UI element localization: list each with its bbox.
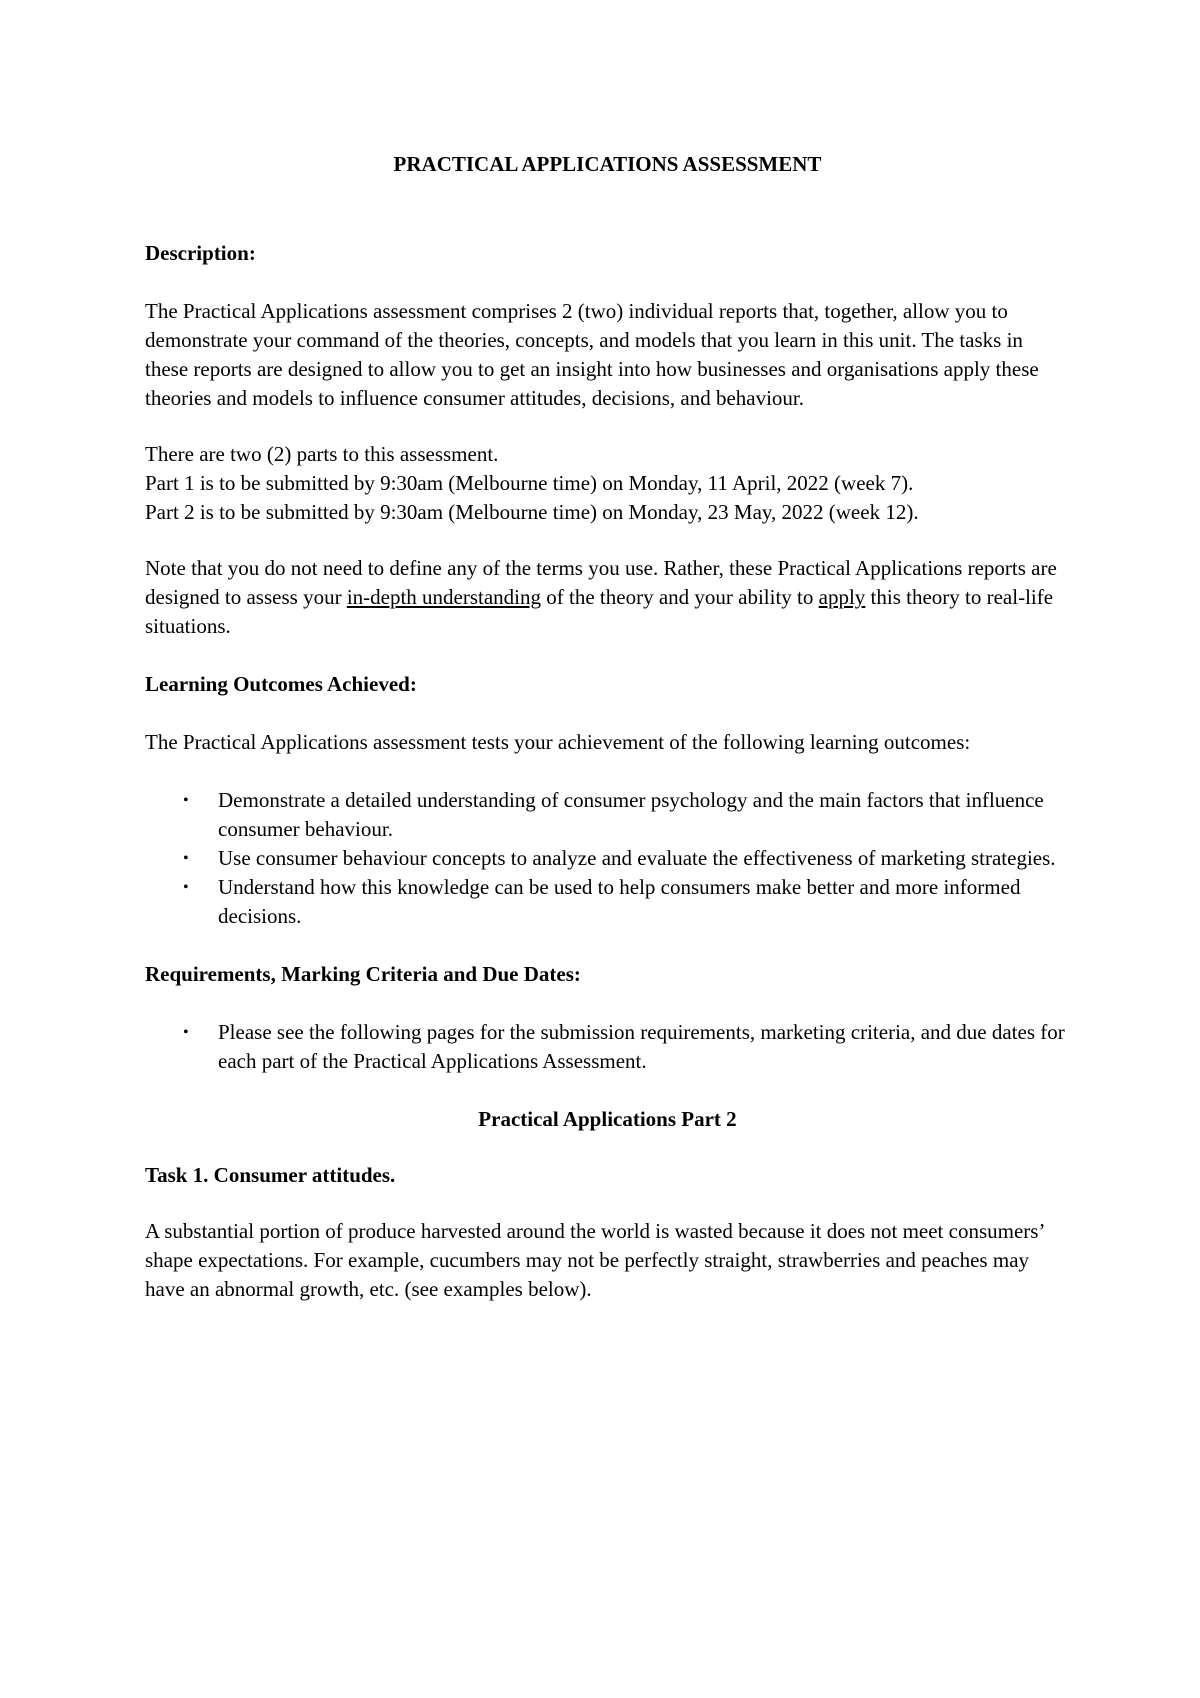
note-underline-understanding: in-depth understanding: [346, 585, 542, 609]
outcomes-heading: Learning Outcomes Achieved:: [145, 672, 417, 696]
list-item-text: Please see the following pages for the submission requirements, marketing criteria, and due dates for each part of the Practical Applications Assessment.: [218, 1020, 1065, 1073]
document-body: [145, 150, 1070, 1304]
bullet-icon: •: [183, 879, 189, 896]
requirements-heading: Requirements, Marking Criteria and Due Dates:: [145, 962, 581, 986]
list-item: [145, 844, 1070, 873]
part2-heading: Practical Applications Part 2: [478, 1107, 737, 1131]
parts-intro: There are two (2) parts to this assessment.: [145, 442, 499, 466]
part2-due: Part 2 is to be submitted by 9:30am (Melbourne time) on Monday, 23 May, 2022 (week 12).: [145, 500, 919, 524]
note-paragraph: [145, 554, 1070, 641]
requirements-list: [145, 1018, 1070, 1076]
task1-paragraph: A substantial portion of produce harvested around the world is wasted because it does not meet consumers’ shape expectations. For example, cucumbers may not be perfectly straight, strawberries and peaches may have an abnormal growth, etc. (see examples below).: [145, 1219, 1044, 1301]
outcomes-list: [145, 786, 1070, 931]
description-heading: Description:: [145, 241, 256, 265]
list-item-text: Use consumer behaviour concepts to analyze and evaluate the effectiveness of marketing strategies.: [218, 846, 1056, 870]
list-item-text: Understand how this knowledge can be used to help consumers make better and more informed decisions.: [218, 875, 1021, 928]
note-text-b: of the theory and your ability to: [541, 585, 819, 609]
list-item: [145, 786, 1070, 844]
description-paragraph: The Practical Applications assessment comprises 2 (two) individual reports that, together, allow you to demonstrate your command of the theories, concepts, and models that you learn in this unit. The tasks in these reports are designed to allow you to get an insight into how businesses and organisations apply these theories and models to influence consumer attitudes, decisions, and behaviour.: [145, 299, 1039, 410]
outcomes-intro: The Practical Applications assessment tests your achievement of the following learning outcomes:: [145, 730, 971, 754]
list-item: [145, 873, 1070, 931]
task1-heading: Task 1. Consumer attitudes.: [145, 1163, 396, 1187]
list-item-text: Demonstrate a detailed understanding of consumer psychology and the main factors that influence consumer behaviour.: [218, 788, 1044, 841]
document-title: PRACTICAL APPLICATIONS ASSESSMENT: [393, 152, 822, 176]
part1-due: Part 1 is to be submitted by 9:30am (Melbourne time) on Monday, 11 April, 2022 (week 7).: [145, 471, 914, 495]
note-underline-apply: apply: [818, 585, 866, 609]
note-text-a: Note that you do not need to define any of the terms you use. Rather, these Practical Applications reports are designed to assess your: [145, 556, 1057, 609]
bullet-icon: •: [183, 1024, 189, 1041]
bullet-icon: •: [183, 850, 189, 867]
list-item: [145, 1018, 1070, 1076]
bullet-icon: •: [183, 792, 189, 809]
note-text-c: this theory to real-life situations.: [145, 585, 1054, 638]
